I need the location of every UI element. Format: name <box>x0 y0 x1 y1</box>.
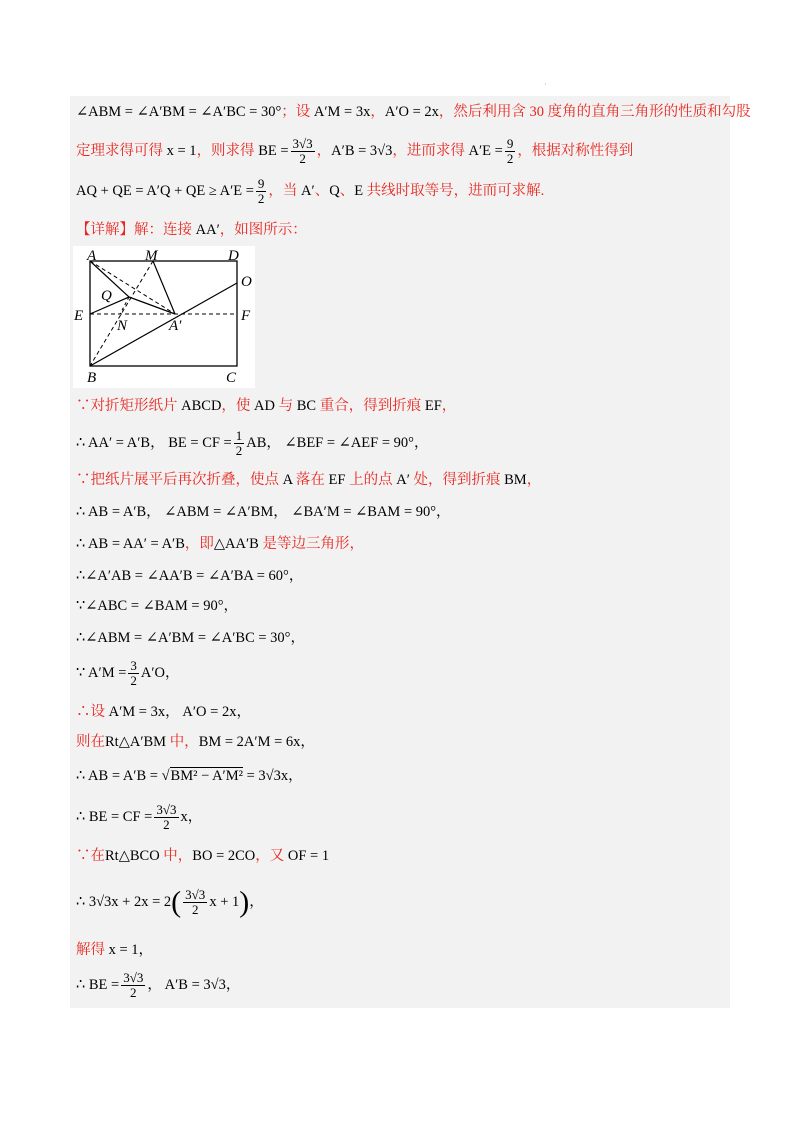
denominator: 2 <box>299 151 306 167</box>
text: 中， <box>166 734 199 750</box>
expr: AD <box>254 398 275 414</box>
label-b: B <box>87 370 97 386</box>
step-3 <box>76 470 541 490</box>
fraction <box>256 177 267 206</box>
expr: ∴ BE = <box>76 977 120 993</box>
expr: BM = 2A′M = 6x， <box>198 734 315 750</box>
expr: ∵∠ABC = ∠BAM = 90°， <box>76 598 239 614</box>
denominator: 2 <box>257 191 265 207</box>
text: ，如图所示： <box>219 222 307 238</box>
expr: EF <box>328 472 346 488</box>
text: ，进而求得 <box>392 143 469 159</box>
expr: AA′ <box>195 222 220 238</box>
expr: OF = 1 <box>287 848 330 864</box>
step-15 <box>76 882 264 923</box>
detail-heading <box>76 220 307 240</box>
text: ，又 <box>255 848 288 864</box>
expr: A <box>282 472 293 488</box>
label-a: A <box>87 248 97 264</box>
label-d: D <box>228 248 239 264</box>
expr: Rt△BCO <box>105 848 160 864</box>
step-17 <box>76 968 240 1002</box>
text: 解得 <box>76 942 109 958</box>
label-q: Q <box>101 288 112 304</box>
expr: x + 1 <box>209 894 240 910</box>
expr: ∴ 3√3x + 2x = 2 <box>76 894 172 910</box>
radicand: BM² − A′M² <box>170 768 243 784</box>
text: 上的点 <box>345 472 397 488</box>
right-paren: ) <box>239 885 250 919</box>
fraction <box>234 429 245 458</box>
left-paren: ( <box>171 885 182 919</box>
text: 中， <box>159 848 193 864</box>
step-13 <box>76 800 202 834</box>
step-8 <box>76 628 305 648</box>
text: 共线时取等号，进而可求解. <box>363 183 545 199</box>
expr: ∴ AB = AA′ = A′B <box>76 536 185 552</box>
expr: ， A′B = 3√3， <box>147 977 241 993</box>
segment-ma <box>153 261 175 314</box>
text: ， <box>526 472 542 488</box>
page-mark: · <box>544 80 547 89</box>
expr: A′O， <box>140 665 180 681</box>
denominator: 2 <box>506 151 514 167</box>
diagram-svg <box>73 246 255 388</box>
text: 定理求得可得 <box>76 143 167 159</box>
expr: AB， ∠BEF = ∠AEF = 90°， <box>246 435 429 451</box>
numerator: 9 <box>257 176 265 192</box>
fraction <box>128 659 139 688</box>
expr: ∴∠ABM = ∠A′BM = ∠A′BC = 30°， <box>76 630 305 646</box>
expr: A′O = 2x <box>384 104 439 120</box>
expr: ∴ AB = A′B = √ <box>76 768 170 784</box>
fraction <box>121 971 145 1000</box>
angle-equality: ∠ABM = ∠A′BM = ∠A′BC = 30° <box>76 104 282 120</box>
text: 、 <box>339 183 355 199</box>
expr: EF <box>424 398 442 414</box>
expr: Q <box>329 183 340 199</box>
intro-line-2 <box>76 134 633 168</box>
step-2 <box>76 426 428 460</box>
fraction <box>183 888 207 917</box>
expr: BC <box>296 398 317 414</box>
text: ，则求得 <box>196 143 259 159</box>
detail-tag: 【详解】 <box>76 222 134 238</box>
numerator: 3√3 <box>156 802 177 818</box>
step-7 <box>76 596 238 616</box>
numerator: 3√3 <box>292 136 313 152</box>
label-c: C <box>226 370 237 386</box>
expr: = 3√3x， <box>242 768 303 784</box>
numerator: 1 <box>235 428 243 444</box>
fraction <box>291 137 315 166</box>
expr: ∴∠A′AB = ∠AA′B = ∠A′BA = 60°， <box>76 568 304 584</box>
text: 与 <box>275 398 297 414</box>
numerator: 3√3 <box>185 887 206 903</box>
text: ∴设 <box>76 704 109 720</box>
expr: A′B = 3√3 <box>331 143 393 159</box>
text: ∵把纸片展平后再次折叠，使点 <box>76 472 283 488</box>
numerator: 9 <box>506 136 514 152</box>
intro-line-1 <box>76 102 751 122</box>
expr: AQ + QE = A′Q + QE ≥ A′E = <box>76 183 254 199</box>
label-m: M <box>145 248 158 264</box>
expr: ∴ BE = CF = <box>76 809 153 825</box>
expr: ∴ AB = A′B， ∠ABM = ∠A′BM， ∠BA′M = ∠BAM = 90°， <box>76 504 451 520</box>
label-n: N <box>117 318 128 334</box>
geometry-diagram <box>73 246 255 388</box>
expr: A′M = 3x， A′O = 2x， <box>108 704 251 720</box>
text: ，当 <box>268 183 302 199</box>
text: ， <box>441 398 457 414</box>
expr: △AA′B <box>213 536 259 552</box>
expr: ∴ AA′ = A′B， BE = CF = <box>76 435 232 451</box>
step-5 <box>76 534 364 554</box>
text: 重合，得到折痕 <box>316 398 425 414</box>
expr: Rt△A′BM <box>105 734 167 750</box>
intro-line-3 <box>76 174 544 208</box>
expr: A′ <box>301 183 315 199</box>
denominator: 2 <box>235 443 243 459</box>
label-f: F <box>241 308 251 324</box>
text: ， <box>316 143 332 159</box>
label-o: O <box>241 274 252 290</box>
text: 处，得到折痕 <box>409 472 505 488</box>
fraction <box>505 137 516 166</box>
denominator: 2 <box>130 673 137 689</box>
fraction <box>154 803 178 832</box>
step-9 <box>76 656 180 690</box>
text: ，使 <box>221 398 255 414</box>
step-4 <box>76 502 451 522</box>
denominator: 2 <box>130 985 137 1001</box>
step-11 <box>76 732 315 752</box>
fold-line-bm-extended <box>90 283 237 366</box>
expr: E <box>354 183 364 199</box>
expr: BE = <box>258 143 289 159</box>
text: ；设 <box>281 104 314 120</box>
label-a-prime: A′ <box>169 318 182 334</box>
text: 是等边三角形， <box>258 536 364 552</box>
expr: x， <box>180 809 203 825</box>
step-6 <box>76 566 303 586</box>
label-e: E <box>74 308 84 324</box>
numerator: 3 <box>130 658 137 674</box>
text: ，然后利用含 30 度角的直角三角形的性质和勾股 <box>438 104 751 120</box>
expr: BO = 2CO <box>192 848 256 864</box>
step-1 <box>76 396 456 416</box>
expr: ， <box>249 894 264 910</box>
denominator: 2 <box>163 817 170 833</box>
expr: ∵ A′M = <box>76 665 127 681</box>
step-10 <box>76 702 251 722</box>
expr: BM <box>504 472 527 488</box>
text: 落在 <box>292 472 329 488</box>
expr: A′ <box>396 472 410 488</box>
step-14 <box>76 846 329 866</box>
expr: ABCD <box>181 398 222 414</box>
expr: x = 1， <box>108 942 154 958</box>
text: ∵在 <box>76 848 105 864</box>
text: 解：连接 <box>134 222 196 238</box>
text: ∵对折矩形纸片 <box>76 398 182 414</box>
text: ，根据对称性得到 <box>517 143 634 159</box>
expr: x = 1 <box>166 143 197 159</box>
text: ， <box>370 104 385 120</box>
text: ，即 <box>184 536 214 552</box>
expr: A′M = 3x <box>313 104 371 120</box>
text: 则在 <box>76 734 105 750</box>
step-12 <box>76 766 303 786</box>
step-16 <box>76 940 153 960</box>
numerator: 3√3 <box>123 970 144 986</box>
expr: A′E = <box>468 143 503 159</box>
denominator: 2 <box>191 902 199 918</box>
text: 、 <box>314 183 330 199</box>
